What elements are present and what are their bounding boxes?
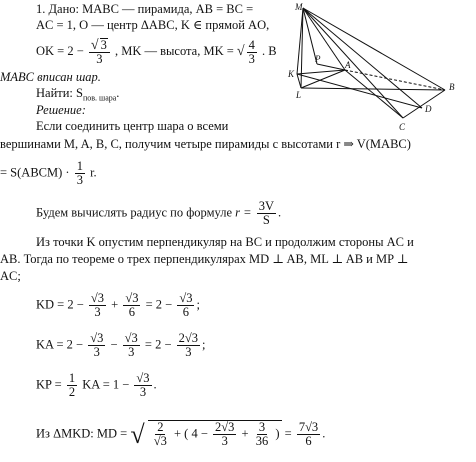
- edge-ab: [345, 70, 445, 90]
- label-a: A: [345, 60, 351, 70]
- label-p: P: [315, 54, 321, 64]
- edge-ma: [303, 8, 345, 70]
- label-d: D: [425, 104, 432, 114]
- pyramid-figure: [279, 0, 476, 140]
- edge-kd: [297, 74, 422, 108]
- solution-p2: Будем вычислять радиус по формуле r = $\frac{3V}{S}$ .: [36, 199, 282, 227]
- edge-md: [303, 8, 422, 108]
- label-l: L: [296, 90, 302, 100]
- given-line-2: AC = 1, O — центр ΔABC, K ∈ прямой AO,: [36, 18, 270, 32]
- solution-p1-line1: Если соединить центр шара о всеми: [36, 119, 229, 133]
- label-k: K: [288, 69, 295, 79]
- label-b: B: [449, 82, 455, 92]
- kd-formula: KD = 2 − $\frac{√3}{3}$ + $\frac{√3}{6}$ = 2 − $\frac{√3}{6}$ ;: [36, 291, 200, 319]
- edge-kl: [297, 74, 301, 88]
- edge-cb: [403, 90, 445, 118]
- given-line-1: 1. Дано: MABC — пирамида, AB = BC =: [36, 2, 254, 16]
- solution-p1-line3: = S(ABCM) · $\frac{1}{3}$ r.: [0, 159, 97, 187]
- solution-p3-line2: AB. Тогда по теореме о трех перпендикулярах MD ⊥ AB, ML ⊥ AB и MP ⊥: [0, 252, 409, 266]
- find-line: Найти: $S_{пов. шара}$.: [36, 86, 120, 103]
- md-formula: Из ΔMKD: MD = √ $\frac{2}{√3}$ + ( 4 − $\frac{2√3}{3}$ + $\frac{3}{36}$ ) = $\frac{7√3}{6}$ .: [36, 420, 326, 449]
- label-c: C: [399, 122, 406, 132]
- solution-p1-line2: вершинами M, A, B, C, получим четыре пирамиды с высотами r ⇒ V(MABC): [0, 137, 411, 151]
- solution-p3-line3: AC;: [0, 269, 21, 283]
- ka-formula: KA = 2 − $\frac{√3}{3}$ − $\frac{√3}{3}$ = 2 − $\frac{2√3}{3}$ ;: [36, 331, 206, 359]
- edge-pa: [317, 64, 345, 70]
- label-m: M: [295, 2, 303, 12]
- solution-p3-line1: Из точки K опустим перпендикуляр на BC и продолжим стороны AC и: [36, 235, 414, 249]
- given-line-3: OK = 2 − $\frac{√ 3}{3}$ , MK — высота, MK = √ $\frac{4}{3}$ . В: [36, 37, 277, 66]
- given-line-4: MABC вписан шар.: [0, 70, 101, 84]
- edge-mb: [303, 8, 445, 90]
- edge-ac: [345, 70, 403, 118]
- kp-formula: KP = $\frac{1}{2}$ KA = 1 − $\frac{√3}{3}$ .: [36, 371, 157, 399]
- edge-lb: [301, 88, 445, 90]
- solution-heading: Решение:: [36, 103, 86, 117]
